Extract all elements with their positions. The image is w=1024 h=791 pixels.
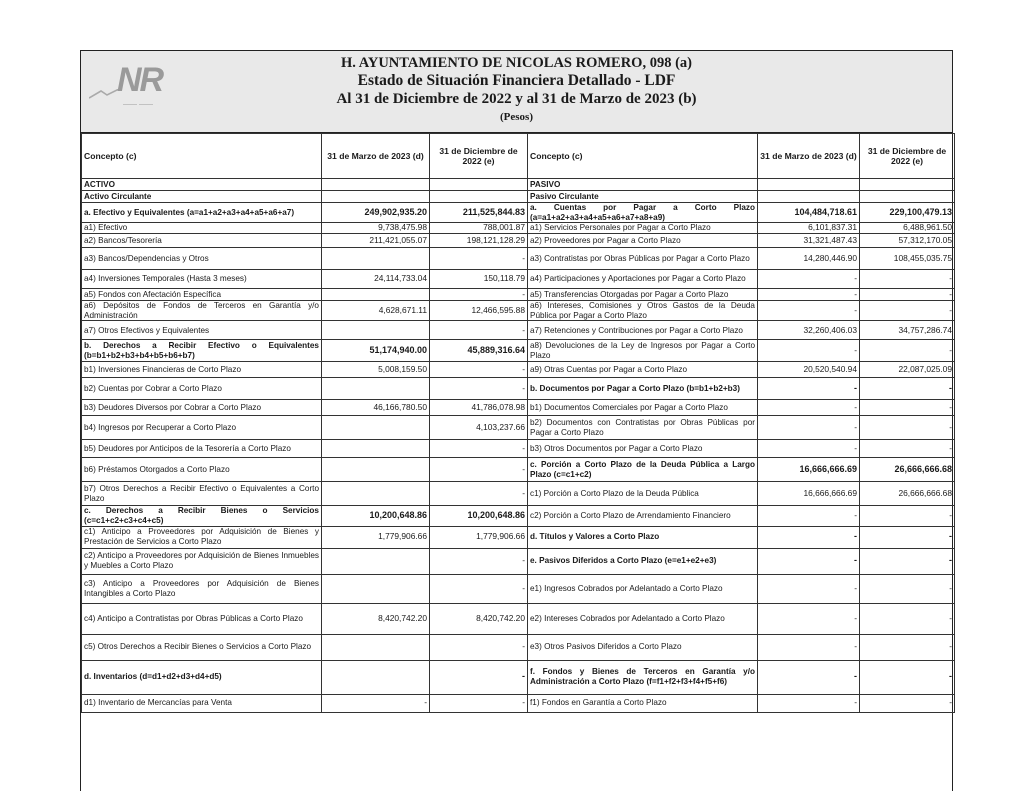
pasivo-concept-cell: Pasivo Circulante xyxy=(528,191,758,203)
pasivo-diciembre-2022-value: - xyxy=(860,340,955,362)
activo-diciembre-2022-value: 4,103,237.66 xyxy=(430,416,528,440)
activo-marzo-2023-value xyxy=(322,416,430,440)
activo-diciembre-2022-value: - xyxy=(430,378,528,400)
pasivo-concept-cell: e2) Intereses Cobrados por Adelantado a Corto Plazo xyxy=(528,603,758,634)
table-row xyxy=(82,289,955,301)
activo-diciembre-2022-value: 150,118.79 xyxy=(430,270,528,289)
pasivo-diciembre-2022-value: - xyxy=(860,574,955,603)
activo-concept-cell: c. Derechos a Recibir Bienes o Servicios (c=c1+c2+c3+c4+c5) xyxy=(82,506,322,526)
activo-marzo-2023-value xyxy=(322,548,430,574)
activo-marzo-2023-value: 249,902,935.20 xyxy=(322,203,430,223)
activo-concept-cell: b1) Inversiones Financieras de Corto Plazo xyxy=(82,362,322,378)
activo-diciembre-2022-value: - xyxy=(430,440,528,458)
pasivo-concept-cell: e3) Otros Pasivos Diferidos a Corto Plazo xyxy=(528,634,758,660)
pasivo-marzo-2023-value: 104,484,718.61 xyxy=(758,203,860,223)
activo-marzo-2023-value: - xyxy=(322,694,430,712)
activo-diciembre-2022-value: 10,200,648.86 xyxy=(430,506,528,526)
header-diciembre-2022-right: 31 de Diciembre de 2022 (e) xyxy=(860,134,955,179)
activo-marzo-2023-value xyxy=(322,321,430,340)
activo-diciembre-2022-value: - xyxy=(430,362,528,378)
pasivo-marzo-2023-value: - xyxy=(758,506,860,526)
pasivo-marzo-2023-value: 31,321,487.43 xyxy=(758,234,860,248)
pasivo-concept-cell: c. Porción a Corto Plazo de la Deuda Pública a Largo Plazo (c=c1+c2) xyxy=(528,458,758,482)
activo-marzo-2023-value xyxy=(322,179,430,191)
table-row xyxy=(82,234,955,248)
pasivo-concept-cell: a. Cuentas por Pagar a Corto Plazo (a=a1+a2+a3+a4+a5+a6+a7+a8+a9) xyxy=(528,203,758,223)
pasivo-concept-cell: a4) Participaciones y Aportaciones por Pagar a Corto Plazo xyxy=(528,270,758,289)
activo-concept-cell: Activo Circulante xyxy=(82,191,322,203)
pasivo-concept-cell: f. Fondos y Bienes de Terceros en Garantía y/o Administración a Corto Plazo (f=f1+f2+f3+f4+f5+f6) xyxy=(528,660,758,694)
activo-diciembre-2022-value: 788,001.87 xyxy=(430,223,528,234)
table-row xyxy=(82,506,955,526)
pasivo-diciembre-2022-value xyxy=(860,191,955,203)
table-row xyxy=(82,321,955,340)
activo-concept-cell: d. Inventarios (d=d1+d2+d3+d4+d5) xyxy=(82,660,322,694)
pasivo-marzo-2023-value: - xyxy=(758,660,860,694)
activo-marzo-2023-value: 10,200,648.86 xyxy=(322,506,430,526)
pasivo-diciembre-2022-value: - xyxy=(860,548,955,574)
activo-concept-cell: a. Efectivo y Equivalentes (a=a1+a2+a3+a4+a5+a6+a7) xyxy=(82,203,322,223)
pasivo-marzo-2023-value: 20,520,540.94 xyxy=(758,362,860,378)
report-header xyxy=(81,51,952,133)
pasivo-marzo-2023-value: - xyxy=(758,440,860,458)
activo-marzo-2023-value: 8,420,742.20 xyxy=(322,603,430,634)
pasivo-concept-cell: a2) Proveedores por Pagar a Corto Plazo xyxy=(528,234,758,248)
pasivo-diciembre-2022-value: - xyxy=(860,506,955,526)
table-row xyxy=(82,223,955,234)
activo-concept-cell: b. Derechos a Recibir Efectivo o Equivalentes (b=b1+b2+b3+b4+b5+b6+b7) xyxy=(82,340,322,362)
pasivo-marzo-2023-value: - xyxy=(758,526,860,548)
activo-marzo-2023-value xyxy=(322,378,430,400)
pasivo-diciembre-2022-value: - xyxy=(860,289,955,301)
pasivo-diciembre-2022-value: - xyxy=(860,526,955,548)
activo-concept-cell: b2) Cuentas por Cobrar a Corto Plazo xyxy=(82,378,322,400)
pasivo-concept-cell: b1) Documentos Comerciales por Pagar a Corto Plazo xyxy=(528,400,758,416)
pasivo-diciembre-2022-value: 229,100,479.13 xyxy=(860,203,955,223)
pasivo-marzo-2023-value: - xyxy=(758,574,860,603)
pasivo-concept-cell: c2) Porción a Corto Plazo de Arrendamiento Financiero xyxy=(528,506,758,526)
pasivo-marzo-2023-value: - xyxy=(758,270,860,289)
activo-concept-cell: c2) Anticipo a Proveedores por Adquisición de Bienes Inmuebles y Muebles a Corto Plazo xyxy=(82,548,322,574)
header-marzo-2023: 31 de Marzo de 2023 (d) xyxy=(322,134,430,179)
financial-statement-sheet xyxy=(80,50,953,791)
pasivo-concept-cell: a5) Transferencias Otorgadas por Pagar a Corto Plazo xyxy=(528,289,758,301)
activo-diciembre-2022-value: 198,121,128.29 xyxy=(430,234,528,248)
table-row xyxy=(82,634,955,660)
pasivo-concept-cell: f1) Fondos en Garantía a Corto Plazo xyxy=(528,694,758,712)
activo-marzo-2023-value: 9,738,475.98 xyxy=(322,223,430,234)
pasivo-diciembre-2022-value: - xyxy=(860,440,955,458)
activo-concept-cell: d1) Inventario de Mercancías para Venta xyxy=(82,694,322,712)
activo-marzo-2023-value xyxy=(322,482,430,506)
activo-diciembre-2022-value: - xyxy=(430,660,528,694)
logo-subtext: —— —— xyxy=(123,101,153,108)
balance-sheet-table xyxy=(81,133,955,713)
activo-concept-cell: b4) Ingresos por Recuperar a Corto Plazo xyxy=(82,416,322,440)
activo-diciembre-2022-value: 12,466,595.88 xyxy=(430,301,528,321)
activo-concept-cell: a7) Otros Efectivos y Equivalentes xyxy=(82,321,322,340)
pasivo-marzo-2023-value xyxy=(758,191,860,203)
activo-diciembre-2022-value: 8,420,742.20 xyxy=(430,603,528,634)
pasivo-marzo-2023-value: - xyxy=(758,400,860,416)
table-header-row xyxy=(82,134,955,179)
activo-diciembre-2022-value xyxy=(430,179,528,191)
table-row xyxy=(82,458,955,482)
activo-marzo-2023-value: 4,628,671.11 xyxy=(322,301,430,321)
activo-concept-cell: c4) Anticipo a Contratistas por Obras Públicas a Corto Plazo xyxy=(82,603,322,634)
table-row xyxy=(82,526,955,548)
pasivo-marzo-2023-value: - xyxy=(758,694,860,712)
pasivo-concept-cell: e. Pasivos Diferidos a Corto Plazo (e=e1+e2+e3) xyxy=(528,548,758,574)
table-row xyxy=(82,191,955,203)
table-row xyxy=(82,482,955,506)
pasivo-marzo-2023-value: 16,666,666.69 xyxy=(758,458,860,482)
table-row xyxy=(82,270,955,289)
activo-marzo-2023-value xyxy=(322,574,430,603)
pasivo-diciembre-2022-value: - xyxy=(860,301,955,321)
pasivo-concept-cell: a3) Contratistas por Obras Públicas por Pagar a Corto Plazo xyxy=(528,248,758,270)
pasivo-diciembre-2022-value: - xyxy=(860,416,955,440)
table-row xyxy=(82,301,955,321)
activo-marzo-2023-value xyxy=(322,440,430,458)
activo-marzo-2023-value: 24,114,733.04 xyxy=(322,270,430,289)
activo-marzo-2023-value xyxy=(322,289,430,301)
table-row xyxy=(82,548,955,574)
logo-text: NR xyxy=(117,61,163,99)
pasivo-diciembre-2022-value: 108,455,035.75 xyxy=(860,248,955,270)
table-row xyxy=(82,179,955,191)
activo-concept-cell: a3) Bancos/Dependencias y Otros xyxy=(82,248,322,270)
report-unit: (Pesos) xyxy=(500,111,533,123)
activo-concept-cell: c5) Otros Derechos a Recibir Bienes o Servicios a Corto Plazo xyxy=(82,634,322,660)
header-diciembre-2022: 31 de Diciembre de 2022 (e) xyxy=(430,134,528,179)
pasivo-marzo-2023-value: - xyxy=(758,378,860,400)
activo-diciembre-2022-value: 45,889,316.64 xyxy=(430,340,528,362)
pasivo-marzo-2023-value: - xyxy=(758,416,860,440)
activo-diciembre-2022-value: - xyxy=(430,289,528,301)
activo-marzo-2023-value: 51,174,940.00 xyxy=(322,340,430,362)
pasivo-marzo-2023-value: 6,101,837.31 xyxy=(758,223,860,234)
pasivo-diciembre-2022-value: - xyxy=(860,270,955,289)
pasivo-marzo-2023-value: - xyxy=(758,603,860,634)
activo-marzo-2023-value xyxy=(322,191,430,203)
pasivo-diciembre-2022-value: 22,087,025.09 xyxy=(860,362,955,378)
activo-diciembre-2022-value: - xyxy=(430,321,528,340)
table-row xyxy=(82,603,955,634)
header-concepto-right: Concepto (c) xyxy=(528,134,758,179)
header-marzo-2023-right: 31 de Marzo de 2023 (d) xyxy=(758,134,860,179)
activo-diciembre-2022-value: 41,786,078.98 xyxy=(430,400,528,416)
pasivo-concept-cell: a8) Devoluciones de la Ley de Ingresos por Pagar a Corto Plazo xyxy=(528,340,758,362)
activo-diciembre-2022-value: - xyxy=(430,458,528,482)
table-row xyxy=(82,440,955,458)
pasivo-marzo-2023-value xyxy=(758,179,860,191)
activo-diciembre-2022-value: 1,779,906.66 xyxy=(430,526,528,548)
activo-diciembre-2022-value: - xyxy=(430,482,528,506)
pasivo-concept-cell: b. Documentos por Pagar a Corto Plazo (b=b1+b2+b3) xyxy=(528,378,758,400)
pasivo-concept-cell: a7) Retenciones y Contribuciones por Pagar a Corto Plazo xyxy=(528,321,758,340)
activo-concept-cell: a2) Bancos/Tesorería xyxy=(82,234,322,248)
pasivo-marzo-2023-value: 14,280,446.90 xyxy=(758,248,860,270)
pasivo-concept-cell: PASIVO xyxy=(528,179,758,191)
activo-concept-cell: a1) Efectivo xyxy=(82,223,322,234)
activo-marzo-2023-value xyxy=(322,660,430,694)
pasivo-diciembre-2022-value: - xyxy=(860,694,955,712)
pasivo-diciembre-2022-value: - xyxy=(860,660,955,694)
activo-diciembre-2022-value: - xyxy=(430,248,528,270)
activo-concept-cell: c1) Anticipo a Proveedores por Adquisición de Bienes y Prestación de Servicios a Corto Plazo xyxy=(82,526,322,548)
pasivo-diciembre-2022-value: 26,666,666.68 xyxy=(860,482,955,506)
report-title: Estado de Situación Financiera Detallado - LDF xyxy=(357,72,676,89)
pasivo-concept-cell: d. Títulos y Valores a Corto Plazo xyxy=(528,526,758,548)
activo-concept-cell: b5) Deudores por Anticipos de la Tesorería a Corto Plazo xyxy=(82,440,322,458)
activo-concept-cell: c3) Anticipo a Proveedores por Adquisición de Bienes Intangibles a Corto Plazo xyxy=(82,574,322,603)
pasivo-marzo-2023-value: 32,260,406.03 xyxy=(758,321,860,340)
pasivo-diciembre-2022-value: - xyxy=(860,378,955,400)
pasivo-concept-cell: b3) Otros Documentos por Pagar a Corto Plazo xyxy=(528,440,758,458)
table-row xyxy=(82,340,955,362)
pasivo-diciembre-2022-value: 26,666,666.68 xyxy=(860,458,955,482)
pasivo-diciembre-2022-value: - xyxy=(860,603,955,634)
activo-concept-cell: b7) Otros Derechos a Recibir Efectivo o Equivalentes a Corto Plazo xyxy=(82,482,322,506)
activo-diciembre-2022-value: - xyxy=(430,548,528,574)
pasivo-marzo-2023-value: - xyxy=(758,548,860,574)
activo-diciembre-2022-value: - xyxy=(430,694,528,712)
activo-diciembre-2022-value: - xyxy=(430,574,528,603)
pasivo-concept-cell: b2) Documentos con Contratistas por Obras Públicas por Pagar a Corto Plazo xyxy=(528,416,758,440)
pasivo-marzo-2023-value: - xyxy=(758,340,860,362)
entity-name: H. AYUNTAMIENTO DE NICOLAS ROMERO, 098 (a) xyxy=(341,55,692,71)
activo-concept-cell: a4) Inversiones Temporales (Hasta 3 meses) xyxy=(82,270,322,289)
pasivo-concept-cell: a6) Intereses, Comisiones y Otros Gastos de la Deuda Pública por Pagar a Corto Plazo xyxy=(528,301,758,321)
table-row xyxy=(82,362,955,378)
report-period: Al 31 de Diciembre de 2022 y al 31 de Marzo de 2023 (b) xyxy=(336,91,697,107)
table-row xyxy=(82,416,955,440)
pasivo-marzo-2023-value: 16,666,666.69 xyxy=(758,482,860,506)
pasivo-diciembre-2022-value: 57,312,170.05 xyxy=(860,234,955,248)
activo-concept-cell: a6) Depósitos de Fondos de Terceros en Garantía y/o Administración xyxy=(82,301,322,321)
table-row xyxy=(82,203,955,223)
activo-marzo-2023-value xyxy=(322,248,430,270)
pasivo-diciembre-2022-value: 6,488,961.50 xyxy=(860,223,955,234)
pasivo-diciembre-2022-value: - xyxy=(860,400,955,416)
pasivo-diciembre-2022-value: - xyxy=(860,634,955,660)
table-row xyxy=(82,574,955,603)
activo-marzo-2023-value: 46,166,780.50 xyxy=(322,400,430,416)
activo-concept-cell: b6) Préstamos Otorgados a Corto Plazo xyxy=(82,458,322,482)
pasivo-concept-cell: a9) Otras Cuentas por Pagar a Corto Plazo xyxy=(528,362,758,378)
activo-concept-cell: b3) Deudores Diversos por Cobrar a Corto Plazo xyxy=(82,400,322,416)
pasivo-concept-cell: e1) Ingresos Cobrados por Adelantado a Corto Plazo xyxy=(528,574,758,603)
pasivo-marzo-2023-value: - xyxy=(758,301,860,321)
pasivo-concept-cell: a1) Servicios Personales por Pagar a Corto Plazo xyxy=(528,223,758,234)
activo-concept-cell: a5) Fondos con Afectación Específica xyxy=(82,289,322,301)
table-row xyxy=(82,400,955,416)
pasivo-concept-cell: c1) Porción a Corto Plazo de la Deuda Pública xyxy=(528,482,758,506)
activo-diciembre-2022-value: - xyxy=(430,634,528,660)
activo-diciembre-2022-value xyxy=(430,191,528,203)
activo-diciembre-2022-value: 211,525,844.83 xyxy=(430,203,528,223)
activo-marzo-2023-value xyxy=(322,634,430,660)
pasivo-diciembre-2022-value xyxy=(860,179,955,191)
table-row xyxy=(82,378,955,400)
table-row xyxy=(82,248,955,270)
pasivo-marzo-2023-value: - xyxy=(758,289,860,301)
activo-concept-cell: ACTIVO xyxy=(82,179,322,191)
activo-marzo-2023-value xyxy=(322,458,430,482)
table-row xyxy=(82,694,955,712)
pasivo-diciembre-2022-value: 34,757,286.74 xyxy=(860,321,955,340)
activo-marzo-2023-value: 5,008,159.50 xyxy=(322,362,430,378)
table-row xyxy=(82,660,955,694)
activo-marzo-2023-value: 211,421,055.07 xyxy=(322,234,430,248)
activo-marzo-2023-value: 1,779,906.66 xyxy=(322,526,430,548)
header-concepto: Concepto (c) xyxy=(82,134,322,179)
pasivo-marzo-2023-value: - xyxy=(758,634,860,660)
